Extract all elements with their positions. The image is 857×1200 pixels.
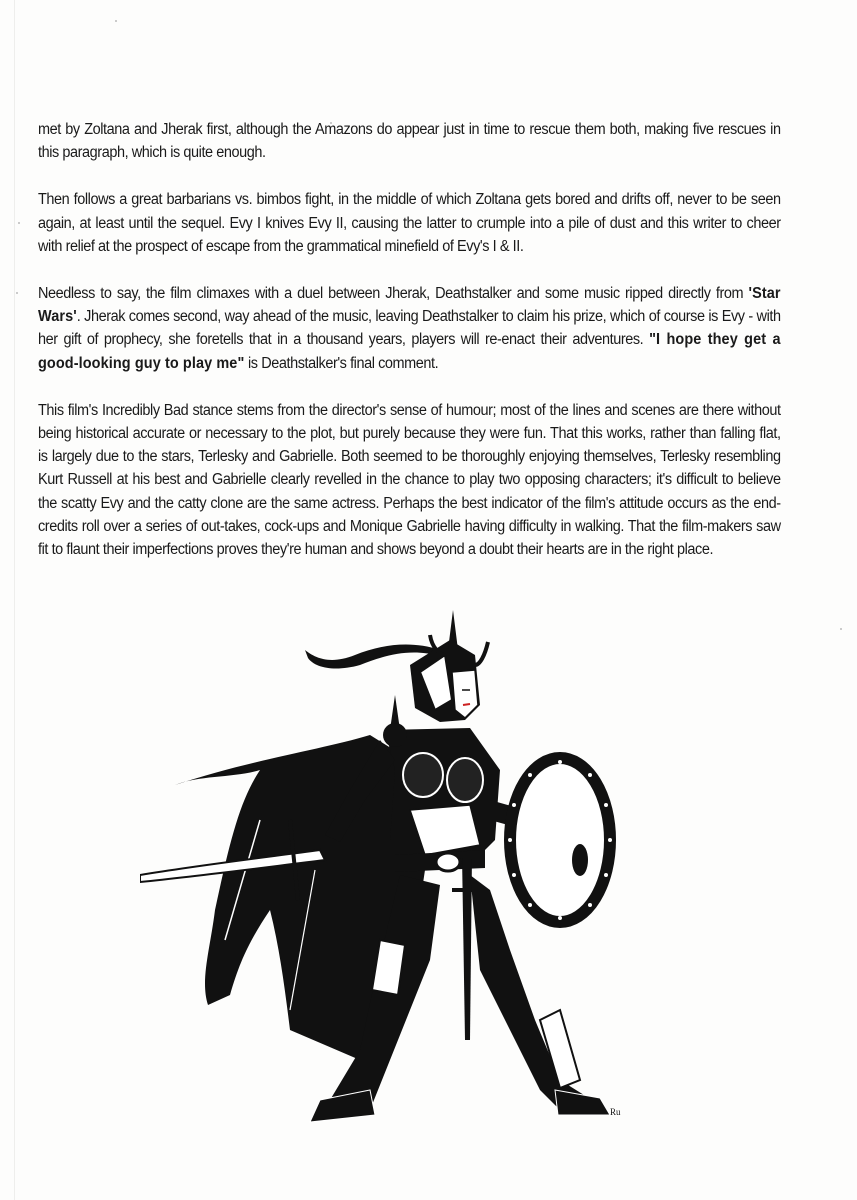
text-segment: Needless to say, the film climaxes with a duel between Jherak, Deathstalker and some music ripped directly from [38,285,749,303]
scan-speck [18,222,20,224]
deathstalker-quote: "I hope they get a good-looking guy to play me" [38,331,781,372]
paragraph [38,399,781,561]
paragraph [38,188,781,258]
right-boot [555,1090,610,1115]
scan-speck [115,20,117,22]
film-title-star-wars: 'Star Wars' [38,285,781,326]
artist-signature: Ru [610,1107,621,1117]
paragraph [38,118,781,164]
warrior-illustration [140,610,660,1130]
scan-speck [840,628,842,630]
text-segment: Then follows a great barbarians vs. bimbos fight, in the middle of which Zoltana gets bored and drifts off, never to be seen again, at least until the sequel. Evy I knives Evy II, causing the latter to crumple into a pile of dust and this writer to cheer with relief at the prospect of escape from the grammatical minefield of Evy's I & II. [38,191,781,255]
text-segment: met by Zoltana and Jherak first, although the Amazons do appear just in time to rescue them both, making five rescues in this paragraph, which is quite enough. [38,121,781,162]
text-segment: . Jherak comes second, way ahead of the music, leaving Deathstalker to claim his prize, which of course is Evy - with her gift of prophecy, she foretells that in a thousand years, players will re-enact their adventures. [38,308,781,349]
shield [510,758,610,922]
text-segment: is Deathstalker's final comment. [244,354,439,372]
hanging-sword [462,855,472,1040]
paragraph [38,282,781,375]
scan-edge-line [14,0,15,1200]
article-body [38,118,781,585]
text-segment: This film's Incredibly Bad stance stems from the director's sense of humour; most of the lines and scenes are there without being historical accurate or necessary to the plot, but purely because they were fun. That this works, rather than falling flat, is largely due to the stars, Terlesky and Gabrielle. Both seemed to be thoroughly enjoying themselves, Terlesky resembling Kurt Russell at his best and Gabrielle clearly revelled in the chance to play two opposing characters; it's difficult to believe the scatty Evy and the catty clone are the same actress. Perhaps the best indicator of the film's attitude occurs as the end-credits roll over a series of out-takes, cock-ups and Monique Gabrielle having difficulty in walking. That the film-makers saw fit to flaunt their imperfections proves they're human and shows beyond a doubt their hearts are in the right place. [38,401,781,559]
scan-speck [16,292,18,294]
